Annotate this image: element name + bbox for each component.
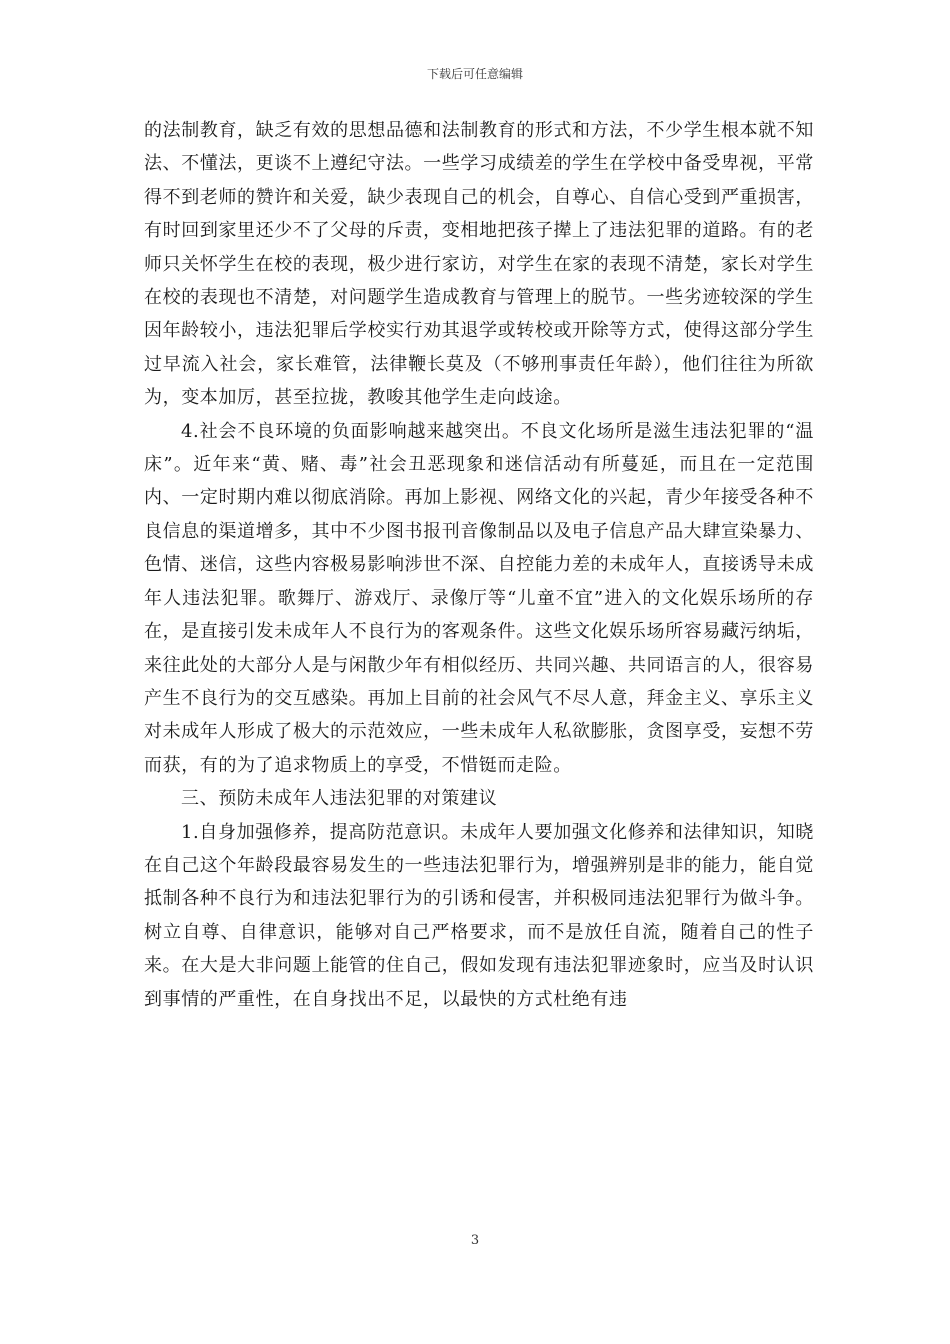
paragraph-social-environment: 4.社会不良环境的负面影响越来越突出。不良文化场所是滋生违法犯罪的“温床”。近年来“黄、赌、毒”社会丑恶现象和迷信活动有所蔓延，而且在一定范围内、一定时期内难以彻底消除。再加上影视、网络文化的兴起，青少年接受各种不良信息的渠道增多，其中不少图书报刊音像制品以及电子信息产品大肆宣染暴力、色情、迷信，这些内容极易影响涉世不深、自控能力差的未成年人，直接诱导未成年人违法犯罪。歌舞厅、游戏厅、录像厅等“儿童不宜”进入的文化娱乐场所的存在，是直接引发未成年人不良行为的客观条件。这些文化娱乐场所容易藏污纳垢，来往此处的大部分人是与闲散少年有相似经历、共同兴趣、共同语言的人，很容易产生不良行为的交互感染。再加上目前的社会风气不尽人意，拜金主义、享乐主义对未成年人形成了极大的示范效应，一些未成年人私欲膨胀，贪图享受，妄想不劳而获，有的为了追求物质上的享受，不惜铤而走险。 bbox=[144, 420, 814, 776]
paragraph-school-education: 的法制教育，缺乏有效的思想品德和法制教育的形式和方法，不少学生根本就不知法、不懂法，更谈不上遵纪守法。一些学习成绩差的学生在学校中备受卑视，平常得不到老师的赞许和关爱，缺少表现自己的机会，自尊心、自信心受到严重损害，有时回到家里还少不了父母的斥责，变相地把孩子撵上了违法犯罪的道路。有的老师只关怀学生在校的表现，极少进行家访，对学生在家的表现不清楚，家长对学生在校的表现也不清楚，对问题学生造成教育与管理上的脱节。一些劣迹较深的学生因年龄较小，违法犯罪后学校实行劝其退学或转校或开除等方式，使得这部分学生过早流入社会，家长难管，法律鞭长莫及（不够刑事责任年龄），他们往往为所欲为，变本加厉，甚至拉拢，教唆其他学生走向歧途。 bbox=[144, 120, 814, 409]
document-body bbox=[144, 114, 814, 1016]
page-number: 3 bbox=[470, 1233, 480, 1248]
section-heading-countermeasures: 三、预防未成年人违法犯罪的对策建议 bbox=[181, 788, 498, 810]
paragraph-self-cultivation: 1.自身加强修养，提高防范意识。未成年人要加强文化修养和法律知识，知晓在自己这个年龄段最容易发生的一些违法犯罪行为，增强辨别是非的能力，能自觉抵制各种不良行为和违法犯罪行为的引诱和侵害，并积极同违法犯罪行为做斗争。树立自尊、自律意识，能够对自己严格要求，而不是放任自流，随着自己的性子来。在大是大非问题上能管的住自己，假如发现有违法犯罪迹象时，应当及时认识到事情的严重性，在自身找出不足，以最快的方式杜绝有违 bbox=[144, 821, 814, 1010]
page-header-note: 下载后可任意编辑 bbox=[426, 67, 523, 81]
